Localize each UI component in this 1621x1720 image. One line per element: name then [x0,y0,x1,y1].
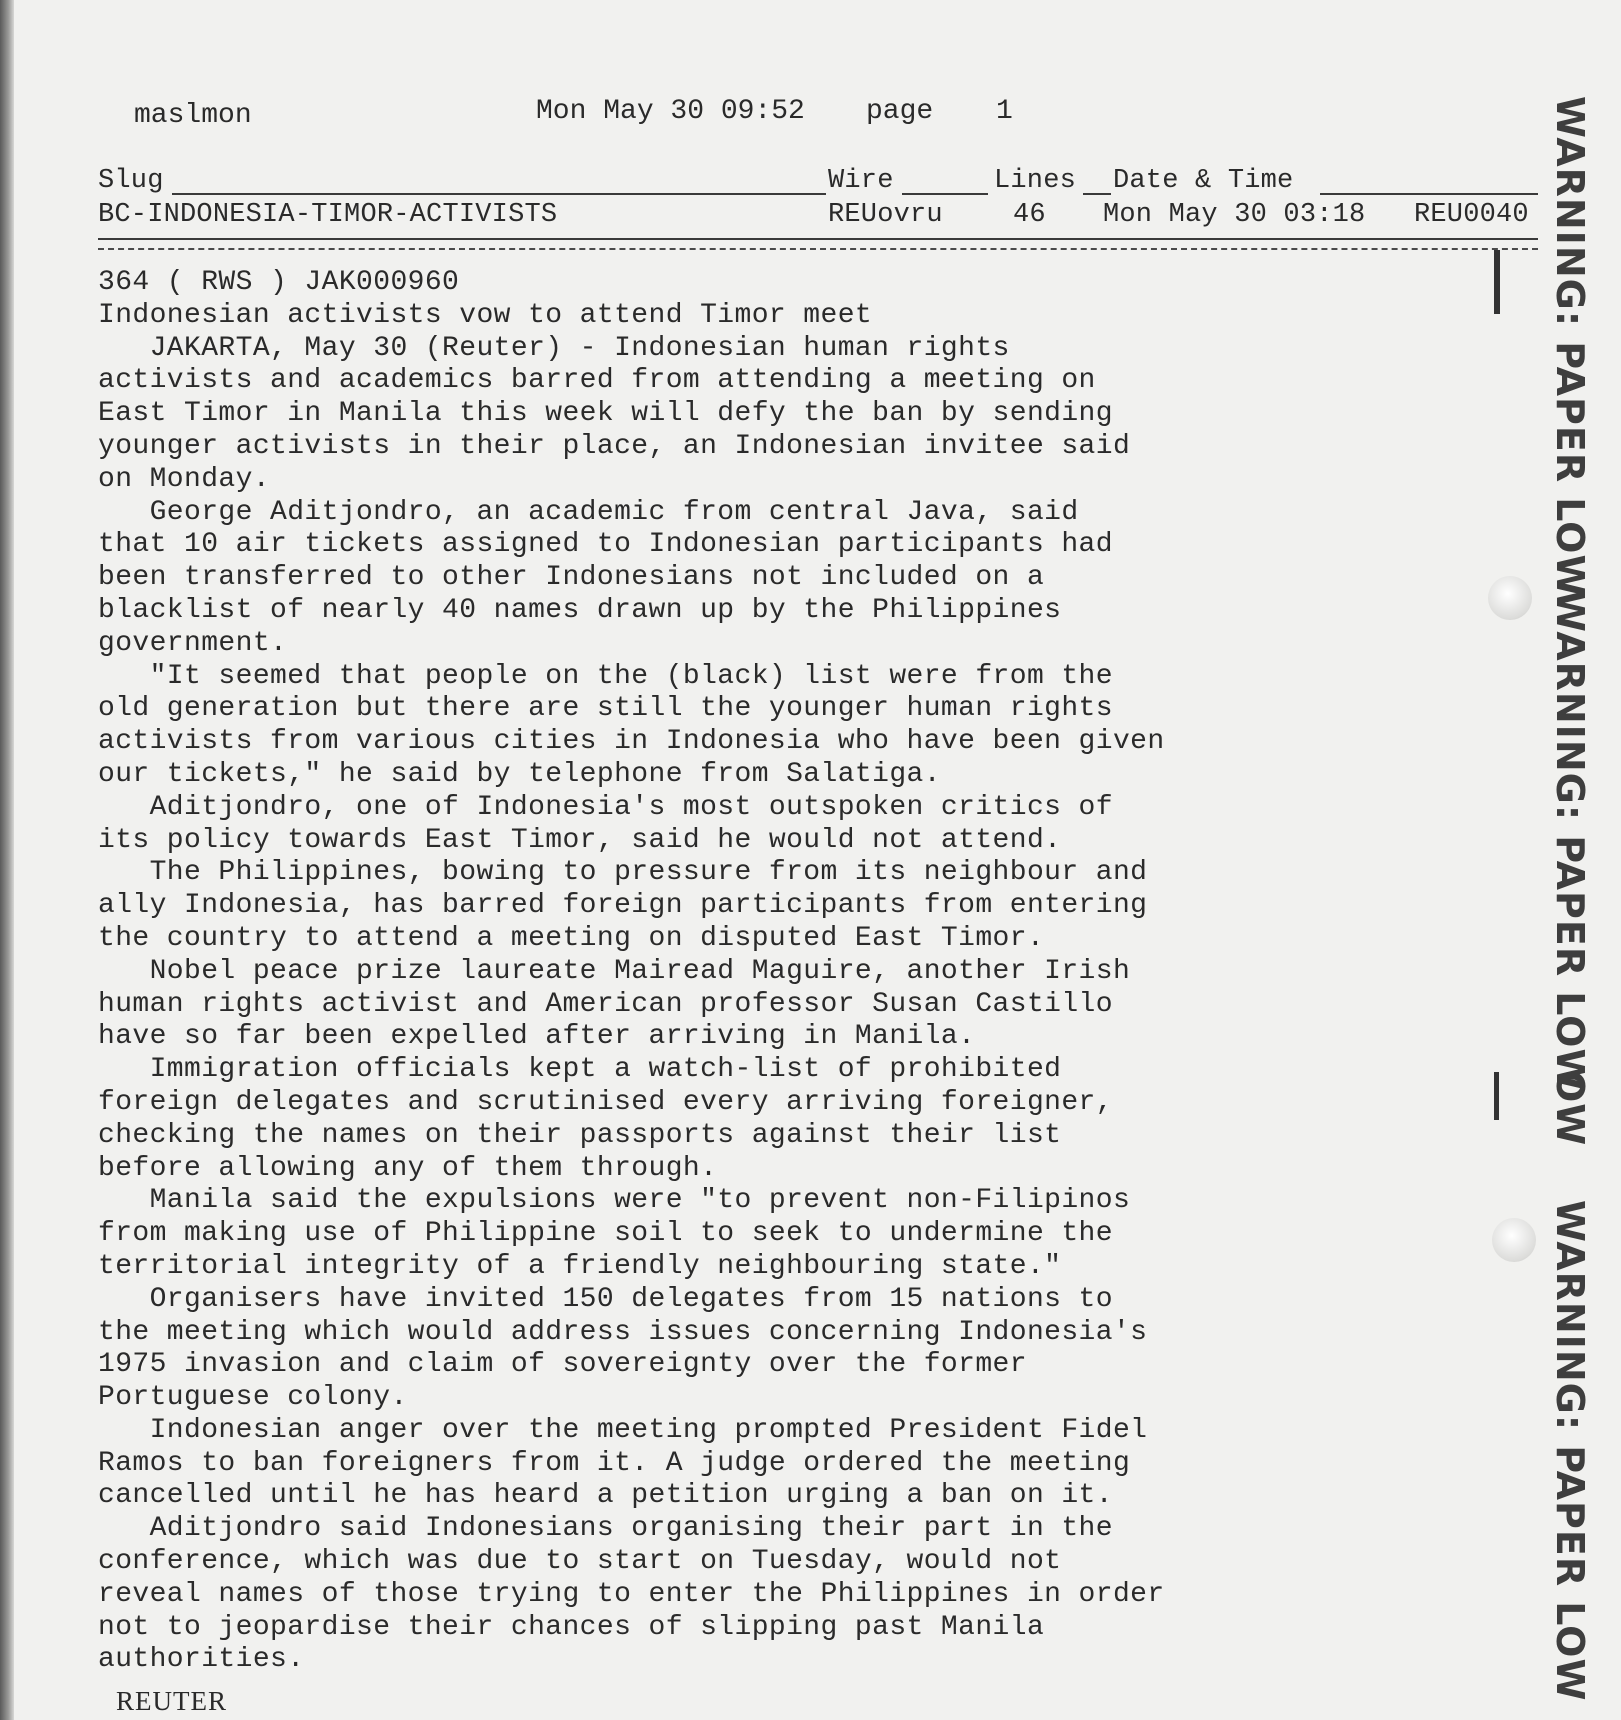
article-line: government. [98,627,288,659]
article-line: before allowing any of them through. [98,1152,718,1184]
lines-value: 46 [1013,200,1046,230]
article-line: authorities. [98,1644,305,1676]
edge-mark [1494,1072,1499,1120]
article-line: checking the names on their passports against their list [98,1119,1062,1151]
punch-hole [1492,1218,1536,1262]
watermark-text-4: WARNING: PAPER LOW [1548,1200,1592,1702]
article-line: 364 ( RWS ) JAK000960 [98,267,460,298]
paper-low-watermark-strip [1530,0,1621,1720]
article-line: human rights activist and American professor Susan Castillo [98,988,1113,1020]
edge-mark [1494,250,1500,314]
article-line: Indonesian anger over the meeting prompted President Fidel [98,1414,1148,1446]
article-line: activists from various cities in Indonesia who have been given [98,726,1165,758]
article-line: foreign delegates and scrutinised every arriving foreigner, [98,1086,1113,1118]
article-line: that 10 air tickets assigned to Indonesian participants had [98,529,1113,561]
article-line: Indonesian activists vow to attend Timor meet [98,299,873,331]
article-line: The Philippines, bowing to pressure from its neighbour and [98,857,1148,889]
article-line: George Aditjondro, an academic from central Java, said [98,496,1079,528]
article-line: Aditjondro said Indonesians organising their part in the [98,1513,1113,1545]
article-line: ally Indonesia, has barred foreign participants from entering [98,890,1148,922]
article-line: been transferred to other Indonesians not included on a [98,562,1045,594]
article-line: Organisers have invited 150 delegates from 15 nations to [98,1283,1113,1315]
slug-label: Slug [98,166,164,196]
article-line: the country to attend a meeting on disputed East Timor. [98,922,1045,954]
watermark-text-3: OW [1548,1070,1592,1147]
punch-hole [1488,576,1532,620]
datetime-value: Mon May 30 03:18 [1103,200,1366,230]
header-user: maslmon [134,100,252,131]
wire-underline [902,193,988,195]
article-line: its policy towards East Timor, said he would not attend. [98,824,1062,856]
scan-left-edge [0,0,14,1720]
article-line: the meeting which would address issues concerning Indonesia's [98,1316,1148,1348]
header-timestamp: Mon May 30 09:52 [536,96,805,127]
article-line: "It seemed that people on the (black) list were from the [98,660,1113,692]
datetime-underline [1320,193,1538,195]
lines-underline [1083,193,1111,195]
slug-underline [172,193,826,195]
article-line: Portuguese colony. [98,1382,408,1414]
article-line: have so far been expelled after arriving in Manila. [98,1021,976,1053]
article-line: Immigration officials kept a watch-list of prohibited [98,1054,1062,1086]
datetime-label: Date & Time [1113,166,1294,196]
article-line: Nobel peace prize laureate Mairead Maguire, another Irish [98,955,1131,987]
article-line: on Monday. [98,463,271,495]
article-line: blacklist of nearly 40 names drawn up by the Philippines [98,594,1062,626]
header-page-number: 1 [996,96,1013,127]
article-line: our tickets," he said by telephone from Salatiga. [98,758,941,790]
article-line: Ramos to ban foreigners from it. A judge ordered the meeting [98,1447,1131,1479]
lines-label: Lines [994,166,1077,196]
article-line: younger activists in their place, an Indonesian invitee said [98,430,1131,462]
article-body [98,267,1498,1677]
article-line: activists and academics barred from attending a meeting on [98,365,1096,397]
article-line: from making use of Philippine soil to seek to undermine the [98,1218,1113,1250]
reference-value: REU0040 [1414,200,1529,230]
slug-value: BC-INDONESIA-TIMOR-ACTIVISTS [98,200,558,230]
article-line: territorial integrity of a friendly neighbouring state." [98,1250,1062,1282]
article-signoff: REUTER [116,1686,227,1716]
article-line: conference, which was due to start on Tuesday, would not [98,1546,1062,1578]
separator-rule-top [98,238,1538,240]
article-line: East Timor in Manila this week will defy the ban by sending [98,398,1113,430]
separator-rule-bottom [98,248,1538,250]
article-line: Manila said the expulsions were "to prevent non-Filipinos [98,1185,1131,1217]
article-line: reveal names of those trying to enter the Philippines in order [98,1578,1165,1610]
wire-value: REUovru [828,200,943,230]
article-line: Aditjondro, one of Indonesia's most outspoken critics of [98,791,1113,823]
article-line: not to jeopardise their chances of slipping past Manila [98,1611,1045,1643]
article-line: JAKARTA, May 30 (Reuter) - Indonesian human rights [98,332,1010,364]
wire-label: Wire [828,166,894,196]
watermark-text-1: WARNING: PAPER LOW [1548,96,1592,598]
article-line: old generation but there are still the younger human rights [98,693,1113,725]
article-line: 1975 invasion and claim of sovereignty over the former [98,1349,1027,1381]
watermark-text-2: WARNING: PAPER LOW [1548,590,1592,1092]
header-page-label: page [866,96,934,127]
article-line: cancelled until he has heard a petition urging a ban on it. [98,1480,1113,1512]
